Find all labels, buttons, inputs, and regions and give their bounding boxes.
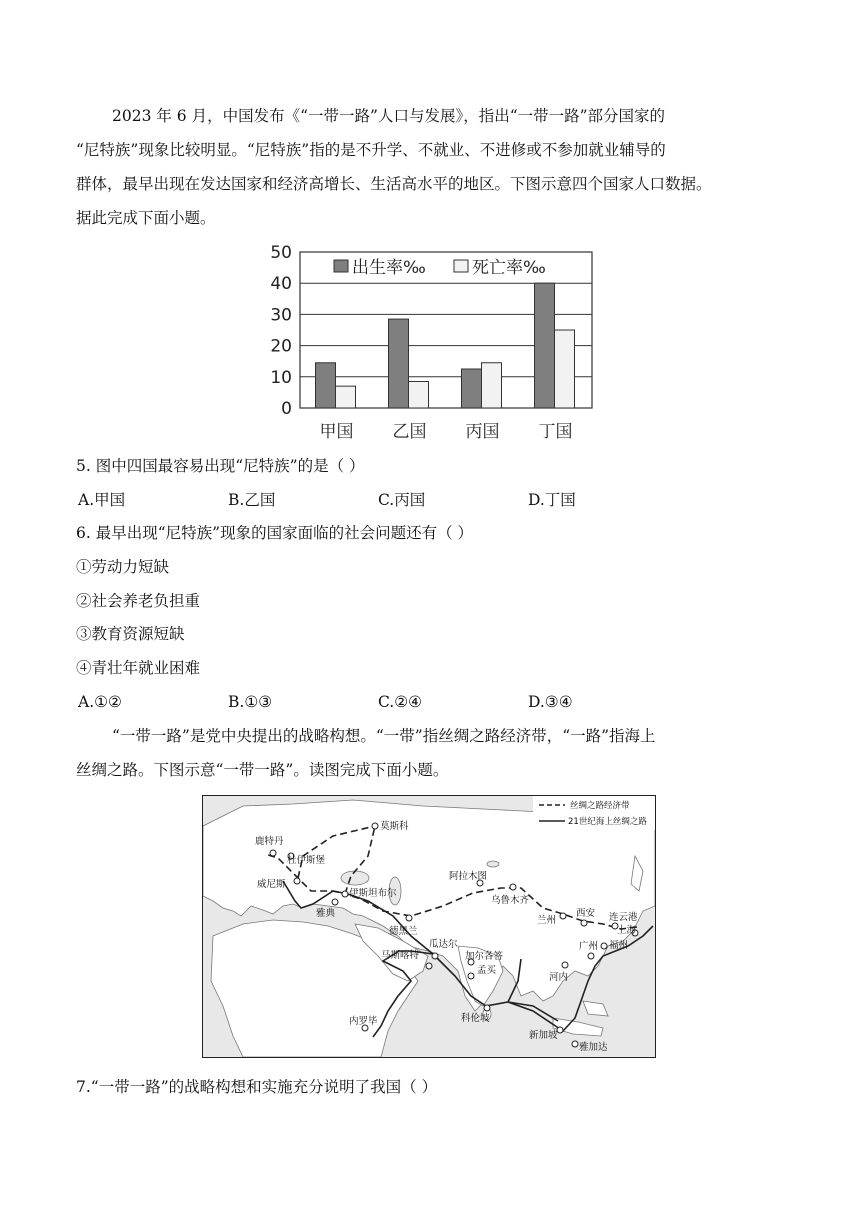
city-label-mumbai: 孟买 xyxy=(477,965,497,976)
y-tick-label: 20 xyxy=(270,336,292,357)
city-label-duisburg: 杜伊斯堡 xyxy=(287,855,326,866)
x-category-label: 丁国 xyxy=(538,422,573,442)
x-category-label: 乙国 xyxy=(392,422,427,442)
population-bar-chart xyxy=(262,240,602,445)
city-label-fuzhou: 福州 xyxy=(609,940,629,951)
city-label-nairobi: 内罗毕 xyxy=(349,1016,378,1027)
city-label-kolkata: 加尔各答 xyxy=(465,951,504,962)
intro2-line-2: 丝绸之路。下图示意“一带一路”。读图完成下面小题。 xyxy=(76,761,449,779)
city-label-venice: 威尼斯 xyxy=(257,879,286,890)
intro-paragraph-line-4: 据此完成下面小题。 xyxy=(76,209,216,227)
bar-death-rate xyxy=(555,330,575,408)
legend-road-label: 21世纪海上丝绸之路 xyxy=(568,817,647,827)
q5-option-b: B.乙国 xyxy=(228,491,276,509)
intro-paragraph-line-1: 2023 年 6 月，中国发布《“一带一路”人口与发展》，指出“一带一路”部分国家的 xyxy=(112,107,666,125)
y-tick-label: 30 xyxy=(270,305,292,326)
city-label-gwadar: 瓜达尔 xyxy=(429,939,458,950)
q5-option-a: A.甲国 xyxy=(78,491,126,509)
q6-option-b: B.①③ xyxy=(228,693,273,711)
city-label-almaty: 阿拉木图 xyxy=(449,871,488,882)
bar-death-rate xyxy=(409,381,429,408)
q6-option-a: A.①② xyxy=(78,693,122,711)
question-7-stem: 7.“一带一路”的战略构想和实施充分说明了我国（ ） xyxy=(76,1078,438,1096)
city-label-tehran: 德黑兰 xyxy=(389,926,418,937)
q6-option-c: C.②④ xyxy=(378,693,423,711)
bar-birth-rate xyxy=(535,283,555,408)
q5-option-d: D.丁国 xyxy=(528,491,576,509)
city-label-singapore: 新加坡 xyxy=(529,1030,558,1041)
city-label-hanoi: 河内 xyxy=(549,972,569,983)
legend-label: 出生率‰ xyxy=(352,258,426,278)
city-label-muscat: 马斯喀特 xyxy=(381,950,420,961)
intro2-line-1: “一带一路”是党中央提出的战略构想。“一带”指丝绸之路经济带，“一路”指海上 xyxy=(112,727,656,745)
city-label-athens: 雅典 xyxy=(316,908,336,919)
y-tick-label: 40 xyxy=(270,274,292,295)
intro-paragraph-line-2: “尼特族”现象比较明显。“尼特族”指的是不升学、不就业、不进修或不参加就业辅导的 xyxy=(76,141,666,159)
q6-item-1: ①劳动力短缺 xyxy=(76,558,170,576)
city-label-shanghai: 上海 xyxy=(617,925,637,936)
legend-belt-label: 丝绸之路经济带 xyxy=(570,801,630,811)
city-label-xian: 西安 xyxy=(576,908,596,919)
y-tick-label: 0 xyxy=(281,399,292,419)
city-label-lianyungang: 连云港 xyxy=(609,912,638,923)
belt-and-road-map xyxy=(202,795,656,1058)
city-label-rotterdam: 鹿特丹 xyxy=(255,836,284,847)
city-label-lanzhou: 兰州 xyxy=(537,915,557,926)
bar-birth-rate xyxy=(462,369,482,408)
map-legend xyxy=(533,796,655,830)
city-label-colombo: 科伦坡 xyxy=(461,1013,490,1024)
q6-item-2: ②社会养老负担重 xyxy=(76,592,201,610)
question-5-stem: 5. 图中四国最容易出现“尼特族”的是（ ） xyxy=(76,457,365,475)
city-label-moscow: 莫斯科 xyxy=(380,821,409,832)
q6-item-3: ③教育资源短缺 xyxy=(76,625,185,643)
x-category-label: 丙国 xyxy=(465,422,500,442)
bar-death-rate xyxy=(482,363,502,408)
intro-paragraph-line-3: 群体，最早出现在发达国家和经济高增长、生活高水平的地区。下图示意四个国家人口数据。 xyxy=(76,175,712,193)
y-tick-label: 50 xyxy=(270,243,292,263)
x-category-label: 甲国 xyxy=(319,422,354,442)
city-label-istanbul: 伊斯坦布尔 xyxy=(349,888,397,899)
legend-swatch xyxy=(454,260,468,272)
city-label-guangzhou: 广州 xyxy=(579,941,599,952)
q6-option-d: D.③④ xyxy=(528,693,573,711)
q6-item-4: ④青壮年就业困难 xyxy=(76,659,201,677)
bar-birth-rate xyxy=(316,363,336,408)
question-6-stem: 6. 最早出现“尼特族”现象的国家面临的社会问题还有（ ） xyxy=(76,524,473,542)
city-label-jakarta: 雅加达 xyxy=(579,1042,608,1053)
legend-label: 死亡率‰ xyxy=(472,258,546,278)
bar-birth-rate xyxy=(389,319,409,408)
legend-swatch xyxy=(334,260,348,272)
q5-option-c: C.丙国 xyxy=(378,491,426,509)
y-tick-label: 10 xyxy=(270,367,292,388)
bar-death-rate xyxy=(336,386,356,408)
city-label-urumqi: 乌鲁木齐 xyxy=(491,895,530,906)
